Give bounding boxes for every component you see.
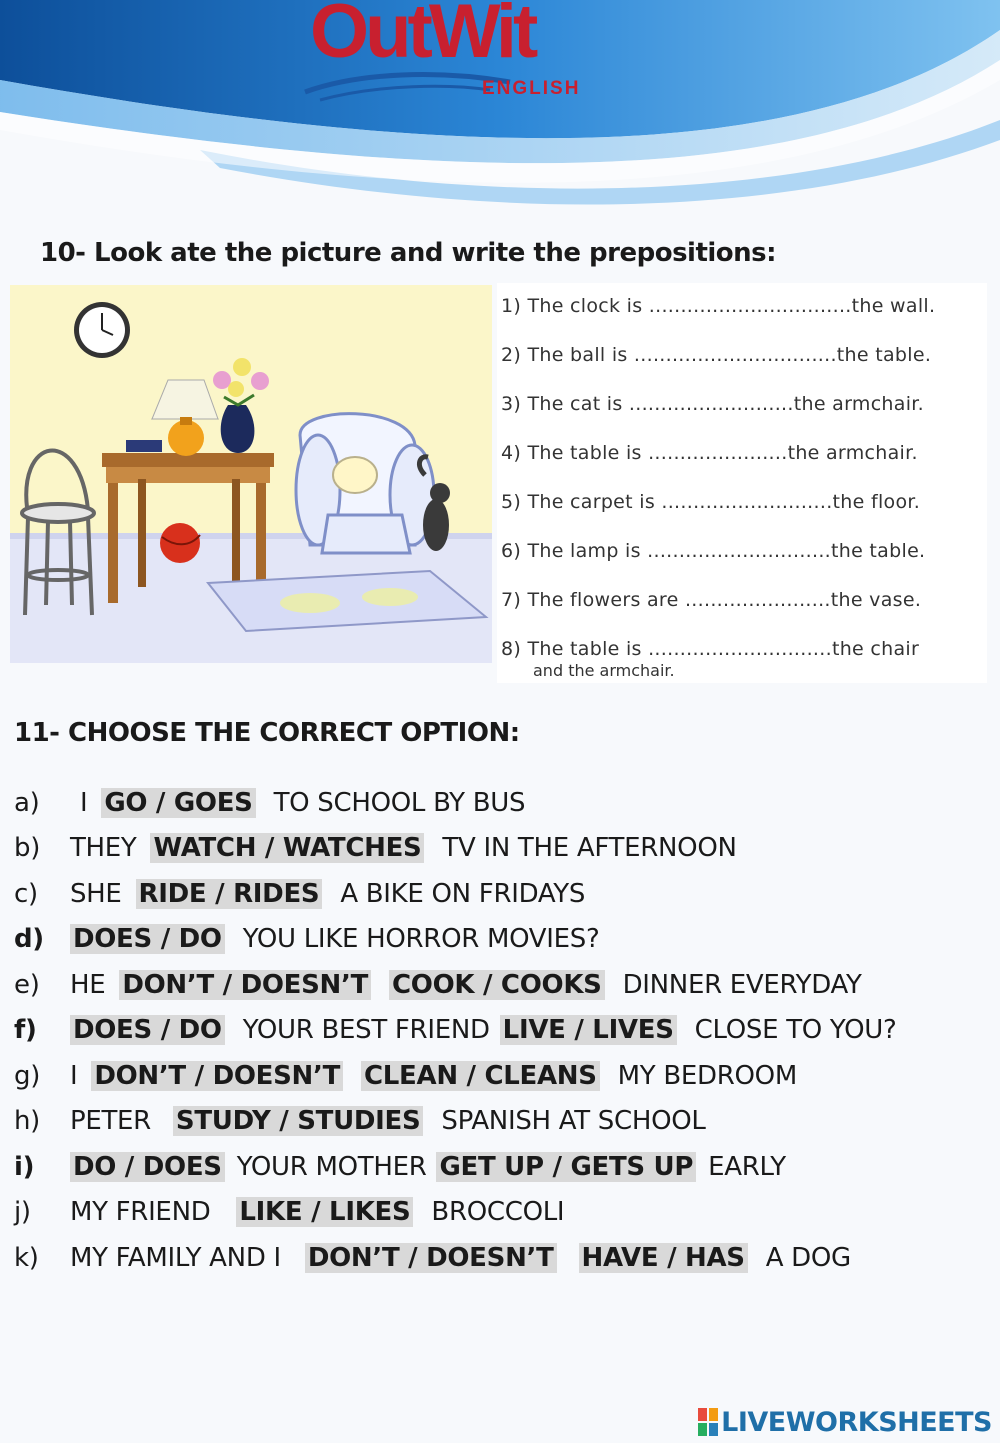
option-letter: i) <box>14 1152 35 1182</box>
room-picture <box>10 285 492 663</box>
sentence-3: 3) The cat is ..........................the armchair. <box>501 393 925 415</box>
option-g <box>14 1061 797 1091</box>
logo-subtitle: ENGLISH <box>482 78 581 99</box>
option-f <box>14 1015 896 1045</box>
brand-text: LIVEWORKSHEETS <box>721 1406 992 1438</box>
option-d <box>14 924 600 954</box>
option-a <box>14 788 525 818</box>
option-text: A DOG <box>765 1243 851 1273</box>
option-text: YOU LIKE HORROR MOVIES? <box>242 924 600 954</box>
sentence-1: 1) The clock is ................................the wall. <box>501 295 936 317</box>
option-c <box>14 879 585 909</box>
choice-box[interactable]: GO / GOES <box>101 788 255 818</box>
option-text: I <box>69 1061 78 1091</box>
logo-wit: Wit <box>428 0 535 74</box>
option-text: PETER <box>69 1106 151 1136</box>
ball-icon <box>160 523 200 563</box>
choice-box[interactable]: DOES / DO <box>70 1015 225 1045</box>
liveworksheets-logo-icon <box>697 1407 719 1437</box>
option-letter: e) <box>14 970 40 1000</box>
option-text: HE <box>69 970 106 1000</box>
header-banner <box>0 0 1000 210</box>
exercise-10-title: 10- Look ate the picture and write the prepositions: <box>40 238 777 268</box>
option-text: MY BEDROOM <box>617 1061 797 1091</box>
sentence-8-continuation: and the armchair. <box>533 661 675 680</box>
option-letter: b) <box>14 833 41 863</box>
sentence-5: 5) The carpet is ...........................the floor. <box>501 491 921 513</box>
choice-box[interactable]: HAVE / HAS <box>579 1243 748 1273</box>
option-text: EARLY <box>708 1152 786 1182</box>
option-text: A BIKE ON FRIDAYS <box>340 879 586 909</box>
option-letter: h) <box>14 1106 41 1136</box>
option-text: BROCCOLI <box>431 1197 565 1227</box>
choice-box[interactable]: CLEAN / CLEANS <box>361 1061 600 1091</box>
option-text: YOUR BEST FRIEND <box>242 1015 490 1045</box>
clock-icon <box>74 302 130 358</box>
choice-box[interactable]: LIVE / LIVES <box>500 1015 677 1045</box>
option-text: DINNER EVERYDAY <box>622 970 862 1000</box>
option-h <box>14 1106 706 1136</box>
choice-box[interactable]: LIKE / LIKES <box>236 1197 413 1227</box>
choice-box[interactable]: RIDE / RIDES <box>136 879 323 909</box>
sentence-6: 6) The lamp is .............................the table. <box>501 540 926 562</box>
option-letter: k) <box>14 1243 39 1273</box>
choice-box[interactable]: DOES / DO <box>70 924 225 954</box>
sentence-4: 4) The table is ......................the armchair. <box>501 442 918 464</box>
option-letter: a) <box>14 788 40 818</box>
option-letter: g) <box>14 1061 41 1091</box>
option-text: SHE <box>69 879 122 909</box>
option-b <box>14 833 737 863</box>
option-text: THEY <box>69 833 137 863</box>
logo-out: Out <box>310 0 429 74</box>
sentence-2: 2) The ball is ................................the table. <box>501 344 932 366</box>
option-text: MY FAMILY AND I <box>69 1243 281 1273</box>
choice-box[interactable]: STUDY / STUDIES <box>173 1106 424 1136</box>
choice-box[interactable]: DON’T / DOESN’T <box>119 970 371 1000</box>
choice-box[interactable]: WATCH / WATCHES <box>150 833 424 863</box>
choice-box[interactable]: DO / DOES <box>70 1152 225 1182</box>
choice-box[interactable]: GET UP / GETS UP <box>436 1152 696 1182</box>
choice-box[interactable]: DON’T / DOESN’T <box>305 1243 557 1273</box>
sentence-8: 8) The table is .............................the chair <box>501 638 920 660</box>
option-text: MY FRIEND <box>69 1197 211 1227</box>
option-text: TO SCHOOL BY BUS <box>273 788 526 818</box>
option-letter: d) <box>14 924 44 954</box>
sentences-panel <box>497 283 987 683</box>
liveworksheets-brand <box>697 1405 992 1439</box>
option-text: SPANISH AT SCHOOL <box>441 1106 706 1136</box>
option-e <box>14 970 862 1000</box>
choice-box[interactable]: DON’T / DOESN’T <box>91 1061 343 1091</box>
option-text: YOUR MOTHER <box>236 1152 427 1182</box>
option-letter: j) <box>14 1197 31 1227</box>
option-j <box>14 1197 564 1227</box>
option-text: TV IN THE AFTERNOON <box>442 833 737 863</box>
option-k <box>14 1243 851 1273</box>
outwit-logo <box>300 0 600 110</box>
option-text: CLOSE TO YOU? <box>694 1015 897 1045</box>
option-letter: f) <box>14 1015 37 1045</box>
option-i <box>14 1152 786 1182</box>
option-text: I <box>79 788 88 818</box>
option-letter: c) <box>14 879 38 909</box>
exercise-11-title: 11- CHOOSE THE CORRECT OPTION: <box>14 718 520 748</box>
sentence-7: 7) The flowers are .......................the vase. <box>501 589 922 611</box>
choice-box[interactable]: COOK / COOKS <box>389 970 605 1000</box>
